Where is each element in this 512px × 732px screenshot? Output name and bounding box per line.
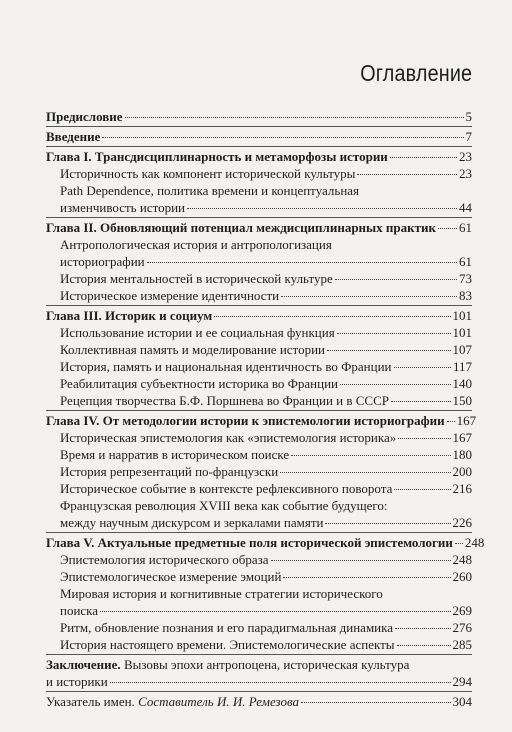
leader-dots — [394, 488, 450, 490]
toc-entry-label-line1: Антропологическая история и антропологизация — [60, 237, 332, 252]
toc-page-number: 167 — [456, 413, 477, 428]
toc-page-number: 5 — [465, 109, 472, 124]
leader-dots — [125, 116, 464, 118]
toc-entry-label: Историческое событие в контексте рефлексивного поворота — [60, 481, 393, 496]
toc-entry-section[interactable] — [46, 358, 472, 375]
divider — [46, 532, 472, 533]
toc-entry-label: Коллективная память и моделирование истории — [60, 342, 325, 357]
toc-entry-label: Глава III. Историк и социум — [46, 308, 213, 323]
toc-page-number: 260 — [452, 569, 472, 584]
toc-page-number: 117 — [452, 359, 472, 374]
leader-dots — [390, 156, 457, 158]
leader-dots — [102, 136, 463, 138]
toc-entry-label-line2: поиска — [60, 603, 99, 618]
leader-dots — [337, 332, 451, 334]
toc-page-number: 23 — [459, 149, 472, 164]
toc-page-number: 101 — [452, 308, 472, 323]
toc-entry-label: История настоящего времени. Эпистемологические аспекты — [60, 637, 395, 652]
leader-dots — [147, 261, 457, 263]
page-title: Оглавление — [359, 60, 472, 86]
leader-dots — [394, 366, 451, 368]
toc-entry-label: Ритм, обновление познания и его парадигмальная динамика — [60, 620, 394, 635]
toc-entry-section[interactable] — [46, 375, 472, 392]
toc-entry-section[interactable] — [46, 182, 472, 216]
toc-entry-section[interactable] — [46, 585, 472, 619]
toc-entry-section[interactable] — [46, 429, 472, 446]
toc-entry-conclusion[interactable] — [46, 656, 472, 690]
toc-entry-label: Введение — [46, 129, 101, 144]
toc-entry-section[interactable] — [46, 446, 472, 463]
toc-entry-label: Реабилитация субъектности историка во Франции — [60, 376, 339, 391]
toc-entry-section[interactable] — [46, 236, 472, 270]
toc-page-number: 150 — [452, 393, 472, 408]
toc-entry-section[interactable] — [46, 636, 472, 653]
toc-entry-preface[interactable] — [46, 108, 472, 125]
leader-dots — [271, 559, 451, 561]
leader-dots — [398, 437, 450, 439]
toc-entry-label: Историчность как компонент исторической культуры — [60, 166, 356, 181]
toc-entry-label: Предисловие — [46, 109, 123, 124]
table-of-contents — [46, 108, 485, 710]
toc-entry-section[interactable] — [46, 287, 472, 304]
toc-page-number: 83 — [459, 288, 472, 303]
toc-entry-label-line2: и историки — [46, 674, 108, 689]
toc-page-number: 200 — [452, 464, 472, 479]
leader-dots — [391, 400, 451, 402]
divider — [46, 305, 472, 306]
toc-entry-section[interactable] — [46, 324, 472, 341]
toc-entry-section[interactable] — [46, 568, 472, 585]
leader-dots — [281, 295, 457, 297]
toc-page-number: 107 — [452, 342, 472, 357]
toc-entry-label-line1: Path Dependence, политика времени и концептуальная — [60, 183, 360, 198]
toc-entry-label: История ментальностей в исторической культуре — [60, 271, 333, 286]
toc-entry-chapter-4[interactable] — [46, 412, 477, 429]
leader-dots — [335, 278, 457, 280]
toc-entry-chapter-3[interactable] — [46, 307, 472, 324]
leader-dots — [100, 610, 450, 612]
divider — [46, 217, 472, 218]
toc-entry-label: Эпистемологическое измерение эмоций — [60, 569, 282, 584]
divider — [46, 126, 472, 127]
leader-dots — [357, 173, 457, 175]
toc-page-number: 23 — [459, 166, 472, 181]
leader-dots — [327, 349, 451, 351]
toc-page-number: 61 — [459, 254, 472, 269]
divider — [46, 654, 472, 655]
toc-entry-label: Глава V. Актуальные предметные поля исторической эпистемологии — [46, 535, 453, 550]
toc-entry-label-line1: Французская революция XVIII века как событие будущего: — [60, 498, 388, 513]
toc-entry-label: Историческая эпистемология как «эпистемология историка» — [60, 430, 397, 445]
toc-page-number: 167 — [452, 430, 472, 445]
toc-entry-label: Историческое измерение идентичности — [60, 288, 280, 303]
toc-entry-section[interactable] — [46, 341, 472, 358]
toc-page-number: 248 — [452, 552, 472, 567]
leader-dots — [110, 681, 451, 683]
toc-entry-section[interactable] — [46, 497, 472, 531]
toc-entry-compiler: Составитель И. И. Ремезова — [138, 694, 299, 709]
toc-page-number: 294 — [452, 674, 472, 689]
toc-entry-label: Указатель имен. — [46, 694, 135, 709]
toc-page-number: 269 — [452, 603, 472, 618]
toc-page-number: 226 — [452, 515, 472, 530]
toc-entry-name-index[interactable] — [46, 693, 472, 710]
leader-dots — [340, 383, 450, 385]
toc-entry-label: История репрезентаций по-французски — [60, 464, 279, 479]
leader-dots — [395, 627, 450, 629]
toc-entry-label: Время и нарратив в историческом поиске — [60, 447, 290, 462]
toc-page-number: 248 — [464, 535, 485, 550]
toc-page-number: 7 — [465, 129, 472, 144]
divider — [46, 146, 472, 147]
toc-entry-label: Глава IV. От методологии истории к эпистемологии историографии — [46, 413, 445, 428]
toc-entry-label-line1: Мировая история и когнитивные стратегии исторического — [60, 586, 383, 601]
toc-entry-label: Рецепция творчества Б.Ф. Поршнева во Франции и в СССР — [60, 393, 389, 408]
leader-dots — [214, 315, 450, 317]
toc-page-number: 61 — [459, 220, 472, 235]
toc-entry-label-line1: Вызовы эпохи антропоцена, историческая культура — [123, 657, 410, 672]
divider — [46, 410, 472, 411]
toc-entry-section[interactable] — [46, 392, 472, 409]
toc-entry-label: Глава II. Обновляющий потенциал междисциплинарных практик — [46, 220, 437, 235]
toc-entry-section[interactable] — [46, 480, 472, 497]
toc-entry-label-bold: Заключение. — [46, 657, 121, 672]
toc-entry-section[interactable] — [46, 463, 472, 480]
toc-entry-chapter-1[interactable] — [46, 148, 472, 165]
leader-dots — [301, 701, 451, 703]
toc-entry-label: Использование истории и ее социальная функция — [60, 325, 335, 340]
leader-dots — [455, 542, 463, 544]
toc-entry-label-line2: историографии — [60, 254, 145, 269]
leader-dots — [187, 207, 457, 209]
toc-page-number: 44 — [459, 200, 472, 215]
toc-page-number: 101 — [452, 325, 472, 340]
toc-entry-label: История, память и национальная идентичность во Франции — [60, 359, 392, 374]
toc-entry-section[interactable] — [46, 165, 472, 182]
toc-page-number: 73 — [459, 271, 472, 286]
toc-entry-chapter-2[interactable] — [46, 219, 472, 236]
leader-dots — [291, 454, 450, 456]
toc-page-number: 285 — [452, 637, 472, 652]
toc-entry-introduction[interactable] — [46, 128, 472, 145]
toc-page-number: 216 — [452, 481, 472, 496]
leader-dots — [397, 644, 451, 646]
toc-entry-label: Глава I. Трансдисциплинарность и метаморфозы истории — [46, 149, 388, 164]
toc-entry-section[interactable] — [46, 619, 472, 636]
toc-entry-section[interactable] — [46, 551, 472, 568]
toc-page-number: 180 — [452, 447, 472, 462]
toc-entry-chapter-5[interactable] — [46, 534, 485, 551]
toc-page-number: 304 — [452, 694, 472, 709]
leader-dots — [447, 420, 455, 422]
leader-dots — [438, 227, 457, 229]
toc-entry-label-line2: между научным дискурсом и зеркалами памяти — [60, 515, 324, 530]
toc-entry-section[interactable] — [46, 270, 472, 287]
toc-entry-label-line2: изменчивость истории — [60, 200, 186, 215]
toc-page-number: 140 — [452, 376, 472, 391]
leader-dots — [325, 522, 450, 524]
toc-entry-label: Эпистемология исторического образа — [60, 552, 269, 567]
divider — [46, 691, 472, 692]
leader-dots — [283, 576, 450, 578]
leader-dots — [280, 471, 450, 473]
toc-page-number: 276 — [452, 620, 472, 635]
